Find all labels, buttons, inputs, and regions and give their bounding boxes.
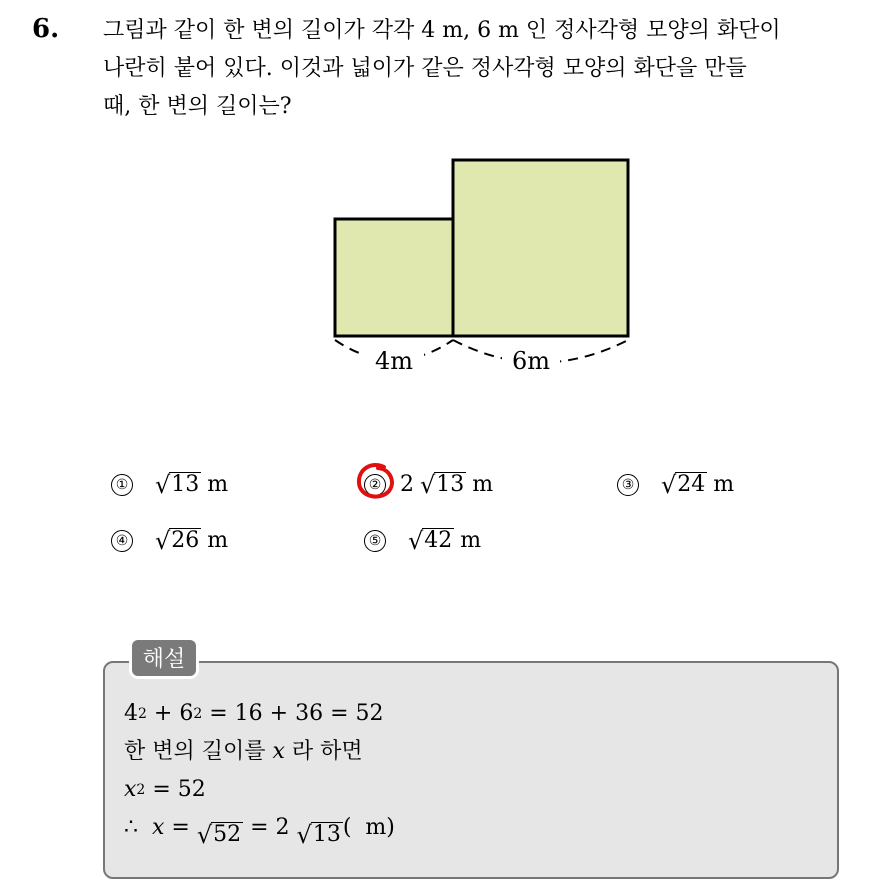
solution-tab: 해설 (129, 637, 199, 679)
question-text (103, 12, 873, 126)
solution-line-3: x 2 = 52 (124, 777, 206, 802)
small-side-label: 4m (374, 347, 414, 375)
large-square (453, 160, 628, 336)
sqrt-expression: √ 13 (420, 471, 465, 499)
sqrt-expression: √ 13 (155, 471, 200, 499)
solution-line-2: 한 변의 길이를 x 라 하면 (124, 739, 363, 764)
sqrt-expression: √ 26 (155, 527, 200, 555)
unit: m (713, 472, 735, 497)
coefficient: 2 (400, 472, 414, 497)
unit: m (207, 528, 229, 553)
choice-number: ③ (617, 474, 639, 496)
unit: m (472, 472, 494, 497)
choice-number: ② (364, 474, 386, 496)
choice-3[interactable] (617, 472, 734, 497)
choice-4[interactable] (111, 528, 228, 553)
garden-figure (320, 150, 640, 380)
sqrt-expression: √ 13 (296, 821, 341, 849)
choice-number: ① (111, 474, 133, 496)
small-square (335, 219, 453, 336)
choice-number: ⑤ (364, 530, 386, 552)
sqrt-expression: √ 42 (408, 527, 453, 555)
sqrt-expression: √ 52 (196, 821, 242, 849)
question-line-1: 그림과 같이 한 변의 길이가 각각 4 m, 6 m 인 정사각형 모양의 화단이 (103, 18, 781, 43)
choice-number: ④ (111, 530, 133, 552)
question-line-3: 때, 한 변의 길이는? (103, 94, 292, 119)
unit: m (207, 472, 229, 497)
unit: m (460, 528, 482, 553)
question-number: 6. (32, 14, 60, 44)
question-line-2: 나란히 붙어 있다. 이것과 넓이가 같은 정사각형 모양의 화단을 만들 (103, 56, 747, 81)
solution-body (124, 695, 395, 847)
choice-1[interactable] (111, 472, 228, 497)
choice-5[interactable] (364, 528, 481, 553)
solution-line-4: ∴ x = √ 52 = 2 √ 13 ( m) (124, 815, 395, 849)
sqrt-expression: √ 24 (661, 471, 706, 499)
answer-mark-circle (354, 461, 396, 503)
large-side-label: 6m (511, 347, 551, 375)
solution-line-1: 4 2 + 6 2 = 16 + 36 = 52 (124, 701, 384, 726)
